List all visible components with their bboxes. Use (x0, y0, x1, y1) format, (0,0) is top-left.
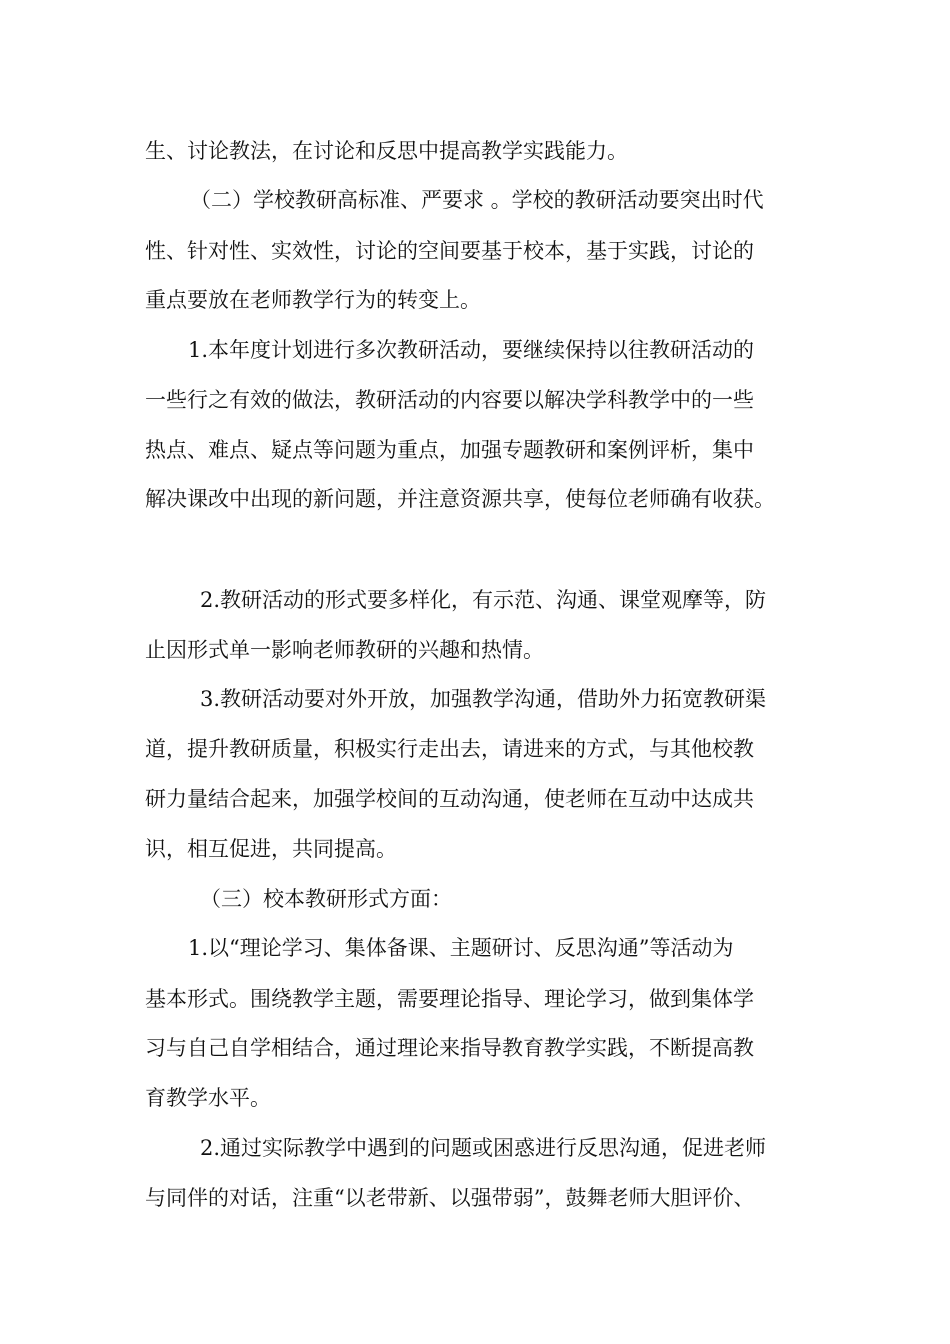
text-line: 一些行之有效的做法，教研活动的内容要以解决学科教学中的一些 (145, 388, 754, 412)
text-line: 热点、难点、疑点等问题为重点，加强专题教研和案例评析，集中 (145, 438, 754, 462)
text-line: 育教学水平。 (145, 1086, 271, 1110)
text-line: 性、针对性、实效性，讨论的空间要基于校本，基于实践，讨论的 (145, 239, 754, 263)
text-line: 研力量结合起来，加强学校间的互动沟通，使老师在互动中达成共 (145, 787, 754, 811)
text-line: 道，提升教研质量，积极实行走出去，请进来的方式，与其他校教 (145, 737, 754, 761)
text-line: 3.教研活动要对外开放，加强教学沟通，借助外力拓宽教研渠 (200, 687, 767, 711)
text-line: 识，相互促进，共同提高。 (145, 837, 397, 861)
text-line: 2.教研活动的形式要多样化，有示范、沟通、课堂观摩等，防 (200, 588, 767, 612)
text-line: （二）学校教研高标准、严要求 。学校的教研活动要突出时代 (190, 188, 764, 212)
text-line: 重点要放在老师教学行为的转变上。 (145, 288, 481, 312)
text-line: 2.通过实际教学中遇到的问题或困惑进行反思沟通，促进老师 (200, 1136, 767, 1160)
text-line: 生、讨论教法，在讨论和反思中提高教学实践能力。 (145, 139, 628, 163)
text-line: 基本形式。围绕教学主题，需要理论指导、理论学习，做到集体学 (145, 987, 754, 1011)
text-line: 止因形式单一影响老师教研的兴趣和热情。 (145, 638, 544, 662)
text-line: 与同伴的对话，注重“以老带新、以强带弱”，鼓舞老师大胆评价、 (145, 1186, 755, 1210)
text-line: 解决课改中出现的新问题，并注意资源共享，使每位老师确有收获。 (145, 487, 775, 511)
text-line: （三）校本教研形式方面： (200, 887, 452, 911)
text-line: 习与自己自学相结合，通过理论来指导教育教学实践，不断提高教 (145, 1036, 754, 1060)
text-line: 1.本年度计划进行多次教研活动，要继续保持以往教研活动的 (188, 338, 755, 362)
text-line: 1.以“理论学习、集体备课、主题研讨、反思沟通”等活动为 (188, 936, 734, 960)
